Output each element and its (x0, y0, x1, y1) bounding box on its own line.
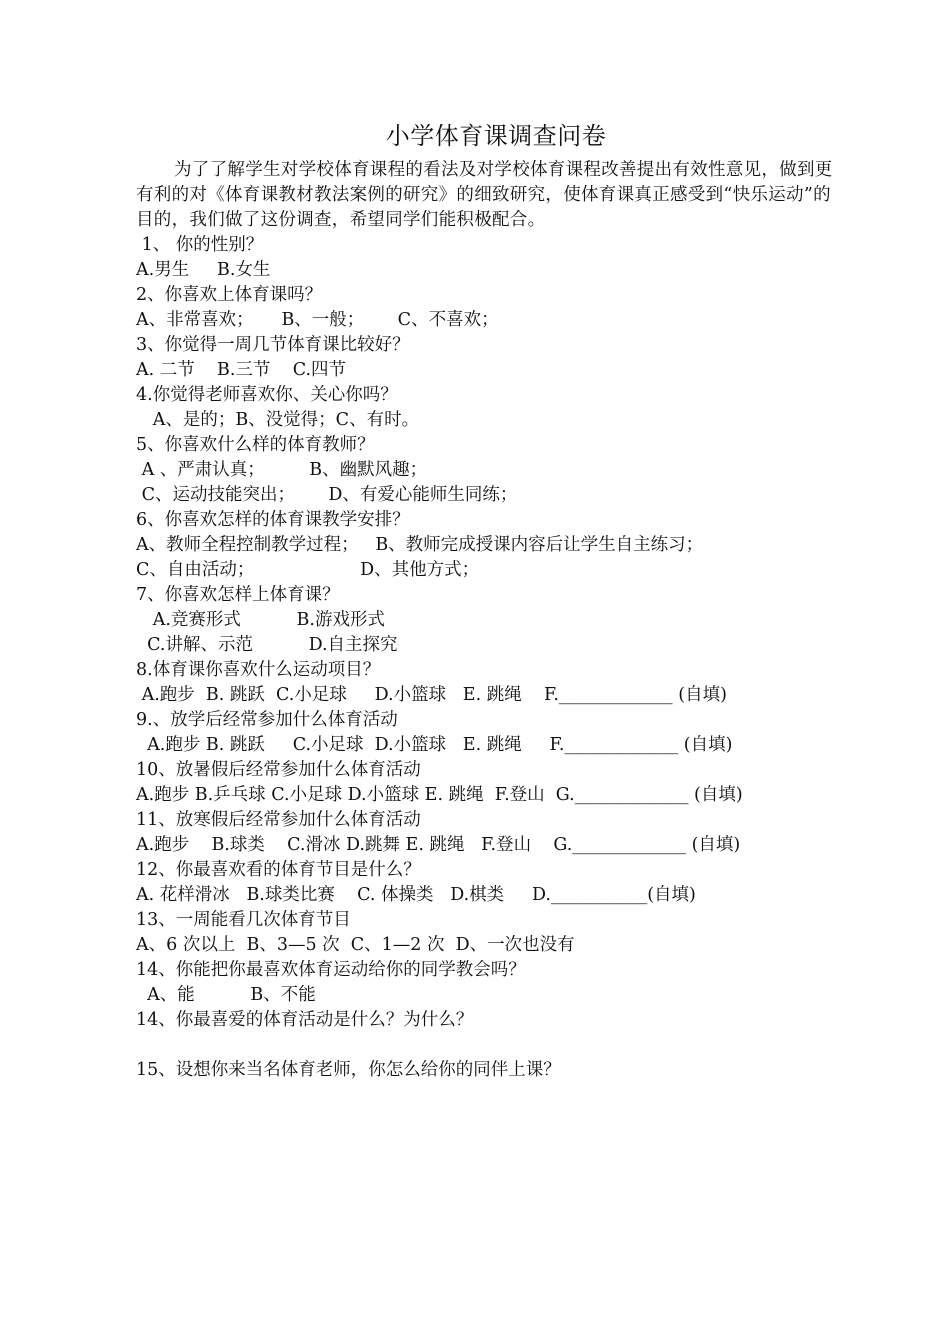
question-text: 6、你喜欢怎样的体育课教学安排？ (136, 510, 410, 530)
question-12 (136, 858, 836, 908)
answer-options: A.男生 B.女生 (136, 260, 271, 280)
answer-options: A. 花样滑冰 B.球类比赛 C. 体操类 D.棋类 D.___________(自填) (136, 885, 696, 905)
answer-options: A.跑步 B. 跳跃 C.小足球 D.小篮球 E. 跳绳 F._____________ (自填) (136, 735, 733, 755)
answer-options: A.跑步 B. 跳跃 C.小足球 D.小篮球 E. 跳绳 F._____________ (自填) (136, 685, 727, 705)
question-3 (136, 333, 836, 383)
answer-options: A、能 B、不能 (136, 985, 316, 1005)
question-9 (136, 708, 836, 758)
answer-options: A、6 次以上 B、3—5 次 C、1—2 次 D、一次也没有 (136, 935, 575, 955)
question-10 (136, 758, 836, 808)
answer-options: A.竞赛形式 B.游戏形式 (136, 610, 385, 630)
blank-answer-space (136, 1033, 836, 1058)
answer-options: A 、严肃认真； B、幽默风趣； (136, 460, 428, 480)
question-11 (136, 808, 836, 858)
question-text: 9.、放学后经常参加什么体育活动 (136, 710, 398, 730)
question-text: 4.你觉得老师喜欢你、关心你吗？ (136, 385, 398, 405)
question-14a (136, 958, 836, 1008)
answer-options: C.讲解、示范 D.自主探究 (136, 635, 398, 655)
question-4 (136, 383, 836, 433)
answer-options: C、自由活动； D、其他方式； (136, 560, 480, 580)
answer-options: A、教师全程控制教学过程； B、教师完成授课内容后让学生自主练习； (136, 535, 704, 555)
question-text: 7、你喜欢怎样上体育课？ (136, 585, 340, 605)
question-1 (136, 233, 836, 283)
question-text: 14、你最喜爱的体育活动是什么？为什么？ (136, 1010, 474, 1030)
question-15 (136, 1058, 836, 1083)
intro-paragraph: 为了了解学生对学校体育课程的看法及对学校体育课程改善提出有效性意见，做到更有利的对《体育课教材教法案例的研究》的细致研究，使体育课真正感受到“快乐运动”的目的，我们做了这份调查，希望同学们能积极配合。 (136, 160, 833, 230)
answer-options: A. 二节 B.三节 C.四节 (136, 360, 347, 380)
answer-options: A.跑步 B.球类 C.滑冰 D.跳舞 E. 跳绳 F.登山 G._____________ (自填) (136, 835, 741, 855)
question-text: 10、放暑假后经常参加什么体育活动 (136, 760, 421, 780)
question-text: 13、一周能看几次体育节目 (136, 910, 351, 930)
question-6 (136, 508, 836, 583)
question-text: 5、你喜欢什么样的体育教师？ (136, 435, 375, 455)
question-text: 12、你最喜欢看的体育节目是什么？ (136, 860, 421, 880)
question-8 (136, 658, 836, 708)
questionnaire-page (136, 118, 836, 1083)
question-7 (136, 583, 836, 658)
question-2 (136, 283, 836, 333)
question-14b (136, 1008, 836, 1058)
answer-options: A、非常喜欢； B、一般； C、不喜欢； (136, 310, 499, 330)
question-text: 3、你觉得一周几节体育课比较好？ (136, 335, 410, 355)
question-text: 8.体育课你喜欢什么运动项目？ (136, 660, 381, 680)
page-title: 小学体育课调查问卷 (385, 122, 607, 150)
answer-options: C、运动技能突出； D、有爱心能师生同练； (136, 485, 518, 505)
answer-options: A.跑步 B.乒乓球 C.小足球 D.小篮球 E. 跳绳 F.登山 G._____________ (自填) (136, 785, 743, 805)
question-text: 15、设想你来当名体育老师，你怎么给你的同伴上课？ (136, 1060, 561, 1080)
question-text: 11、放寒假后经常参加什么体育活动 (136, 810, 421, 830)
question-text: 2、你喜欢上体育课吗？ (136, 285, 323, 305)
answer-options: A、是的；B、没觉得；C、有时。 (136, 410, 420, 430)
question-text: 14、你能把你最喜欢体育运动给你的同学教会吗？ (136, 960, 526, 980)
question-text: 1、 你的性别？ (136, 235, 264, 255)
question-5 (136, 433, 836, 508)
question-13 (136, 908, 836, 958)
